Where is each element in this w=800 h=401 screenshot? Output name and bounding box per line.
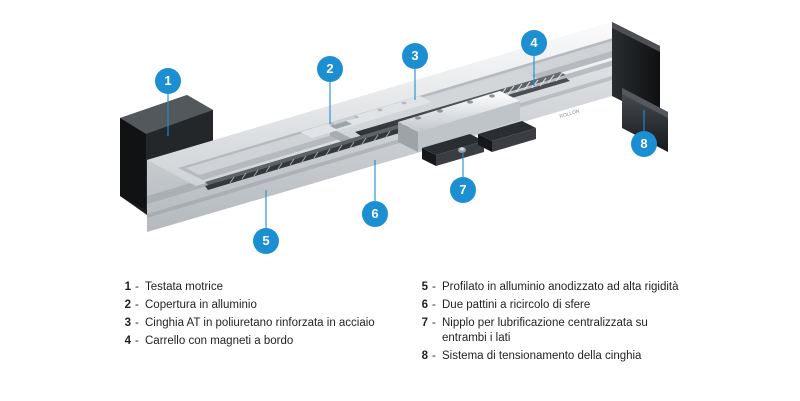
legend-label: Due pattini a ricircolo di sfere [442,299,591,311]
legend-label: Nipplo per lubrificazione centralizzata su entrambi i lati [442,317,648,344]
legend-item [415,280,688,295]
legend-label: Profilato in alluminio anodizzato ad alta rigidità [442,281,679,293]
legend-label: Carrello con magneti a bordo [145,335,294,347]
legend-label: Testata motrice [145,281,223,293]
legend-number: 7 [421,317,428,329]
legend-number: 4 [124,335,131,347]
legend-number: 6 [421,299,428,311]
callout-7: 7 [450,177,476,203]
legend-item [118,280,391,295]
callout-8: 8 [631,131,657,157]
callout-6: 6 [362,201,388,227]
legend-item [118,298,391,313]
callout-1: 1 [155,68,181,94]
legend-dash: - [135,335,139,347]
legend-number: 2 [124,299,131,311]
legend-column-left [118,280,391,367]
legend-item [415,316,688,346]
legend-item [118,334,391,349]
legend-label: Copertura in alluminio [145,299,257,311]
legend-label: Sistema di tensionamento della cinghia [442,350,642,362]
legend-dash: - [432,317,436,329]
callout-2: 2 [317,56,343,82]
callout-3: 3 [402,43,428,69]
callout-5: 5 [253,228,279,254]
legend [0,266,800,401]
legend-dash: - [432,299,436,311]
legend-number: 1 [124,281,131,293]
profile-marking: ROLLON [558,108,581,120]
legend-column-right [415,280,688,367]
legend-dash: - [432,350,436,362]
legend-number: 3 [124,317,131,329]
legend-item [118,316,391,331]
legend-dash: - [135,299,139,311]
legend-number: 8 [421,350,428,362]
legend-dash: - [432,281,436,293]
callout-4: 4 [521,30,547,56]
legend-item [415,298,688,313]
legend-label: Cinghia AT in poliuretano rinforzata in acciaio [145,317,375,329]
legend-dash: - [135,281,139,293]
legend-number: 5 [421,281,428,293]
legend-item [415,349,688,364]
legend-dash: - [135,317,139,329]
